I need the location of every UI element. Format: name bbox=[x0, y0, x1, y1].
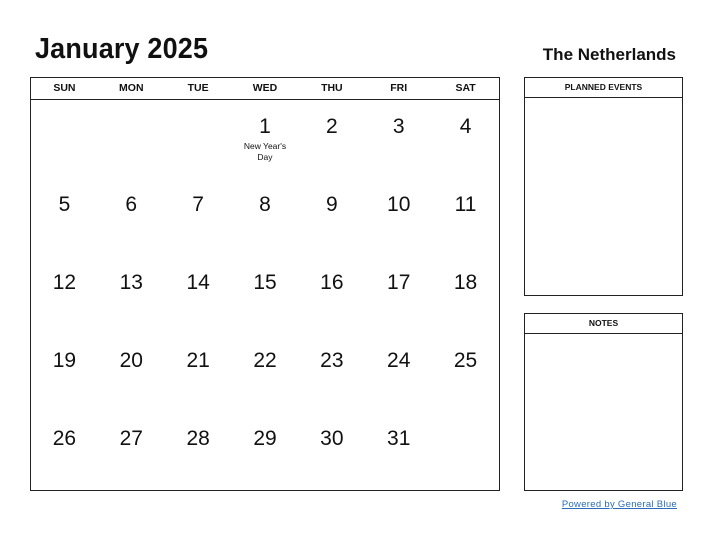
day-cell bbox=[432, 334, 499, 412]
day-number bbox=[432, 412, 499, 427]
country-name: The Netherlands bbox=[542, 45, 676, 64]
weekday-wed: WED bbox=[252, 82, 278, 94]
day-number: 6 bbox=[125, 193, 138, 216]
planned-events-title: PLANNED EVENTS bbox=[525, 78, 682, 98]
day-number: 16 bbox=[320, 271, 344, 294]
day-cell bbox=[232, 100, 299, 178]
day-number: 15 bbox=[253, 271, 277, 294]
day-cell bbox=[298, 334, 365, 412]
day-cell bbox=[365, 412, 432, 490]
day-cell bbox=[31, 178, 98, 256]
day-number: 22 bbox=[253, 349, 277, 372]
day-number: 29 bbox=[253, 427, 277, 450]
day-cell bbox=[98, 334, 165, 412]
day-number: 5 bbox=[58, 193, 71, 216]
calendar-grid bbox=[30, 77, 500, 491]
day-number: 4 bbox=[459, 115, 472, 138]
day-cell bbox=[98, 256, 165, 334]
day-number bbox=[165, 100, 232, 115]
day-number: 2 bbox=[326, 115, 338, 138]
day-cell bbox=[165, 100, 232, 178]
weekday-mon: MON bbox=[119, 82, 144, 94]
day-number: 18 bbox=[453, 271, 478, 294]
day-cell bbox=[432, 178, 499, 256]
powered-by-link[interactable]: Powered by General Blue bbox=[561, 499, 677, 510]
day-cell bbox=[31, 100, 98, 178]
weekday-sun: SUN bbox=[53, 82, 76, 94]
notes-panel bbox=[524, 313, 683, 491]
day-number: 17 bbox=[387, 271, 411, 294]
day-number: 30 bbox=[320, 427, 344, 450]
day-cell bbox=[298, 256, 365, 334]
day-number: 12 bbox=[52, 271, 77, 294]
day-cell bbox=[365, 256, 432, 334]
day-number bbox=[98, 100, 165, 115]
day-cell bbox=[98, 100, 165, 178]
month-title: January 2025 bbox=[35, 33, 209, 65]
day-cell bbox=[298, 178, 365, 256]
day-cell bbox=[98, 178, 165, 256]
day-cell bbox=[298, 100, 365, 178]
day-number: 7 bbox=[192, 193, 204, 216]
day-cell bbox=[232, 412, 299, 490]
weekday-sat: SAT bbox=[455, 82, 476, 94]
weekday-fri: FRI bbox=[390, 82, 408, 94]
day-cell bbox=[165, 334, 232, 412]
day-cell bbox=[365, 178, 432, 256]
day-number: 1 bbox=[259, 115, 271, 138]
day-cell bbox=[365, 334, 432, 412]
day-cell bbox=[365, 100, 432, 178]
notes-title: NOTES bbox=[525, 314, 682, 334]
planned-events-panel bbox=[524, 77, 683, 296]
weekday-header-row bbox=[31, 78, 499, 100]
day-grid bbox=[31, 100, 499, 490]
day-cell bbox=[432, 100, 499, 178]
day-number: 27 bbox=[119, 427, 143, 450]
day-cell bbox=[232, 334, 299, 412]
day-number: 10 bbox=[387, 193, 411, 216]
day-number: 24 bbox=[387, 349, 411, 372]
day-cell bbox=[432, 256, 499, 334]
day-cell bbox=[165, 256, 232, 334]
day-number: 8 bbox=[259, 193, 271, 216]
day-number: 25 bbox=[453, 349, 478, 372]
day-number bbox=[31, 100, 98, 115]
weekday-tue: TUE bbox=[187, 82, 209, 94]
day-number: 14 bbox=[186, 271, 210, 294]
day-number: 19 bbox=[52, 349, 77, 372]
holiday-label: New Year's Day bbox=[243, 141, 287, 162]
day-cell bbox=[98, 412, 165, 490]
day-cell bbox=[298, 412, 365, 490]
day-number: 9 bbox=[326, 193, 338, 216]
day-cell bbox=[165, 178, 232, 256]
day-cell bbox=[31, 334, 98, 412]
day-number: 28 bbox=[186, 427, 210, 450]
day-number: 31 bbox=[387, 427, 411, 450]
weekday-thu: THU bbox=[321, 82, 343, 94]
day-cell bbox=[232, 178, 299, 256]
day-cell bbox=[31, 412, 98, 490]
day-number: 23 bbox=[320, 349, 344, 372]
day-number: 20 bbox=[119, 349, 143, 372]
day-cell bbox=[165, 412, 232, 490]
day-cell bbox=[432, 412, 499, 490]
day-number: 26 bbox=[52, 427, 77, 450]
day-cell bbox=[232, 256, 299, 334]
day-number: 21 bbox=[186, 349, 210, 372]
day-number: 13 bbox=[119, 271, 143, 294]
day-cell bbox=[31, 256, 98, 334]
day-number: 11 bbox=[454, 193, 477, 216]
day-number: 3 bbox=[392, 115, 405, 138]
